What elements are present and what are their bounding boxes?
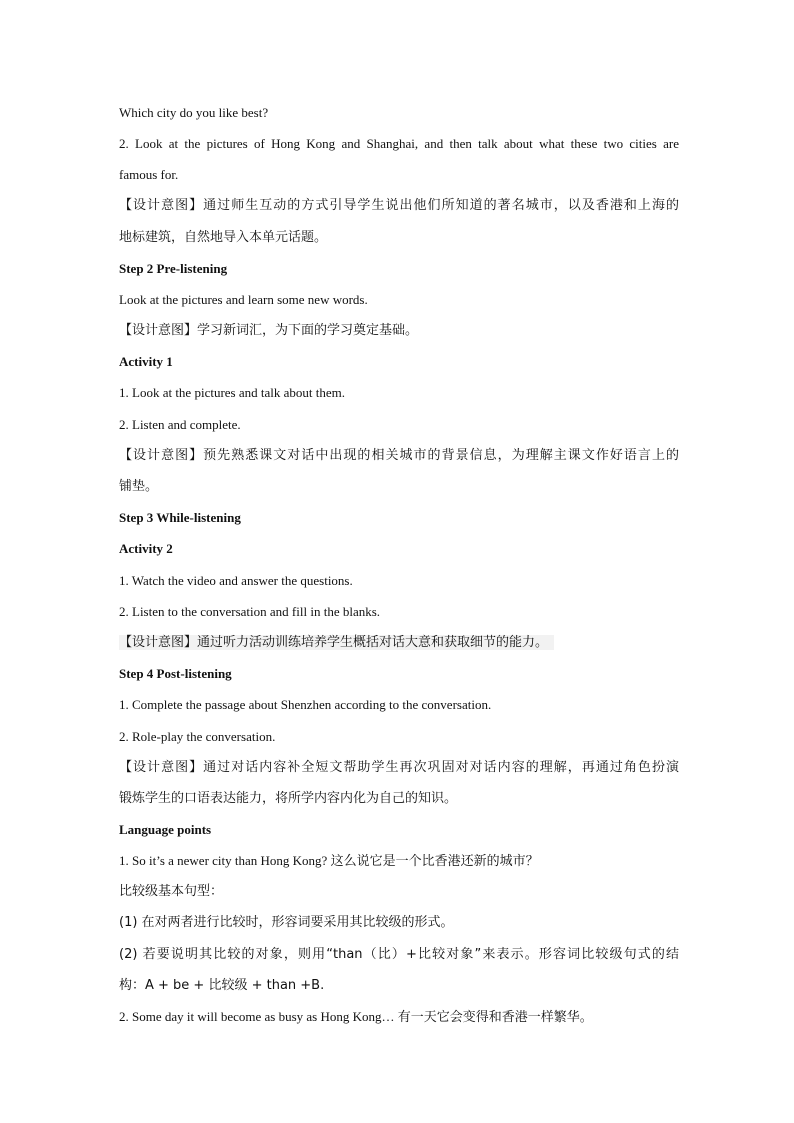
text-line: 铺垫。 xyxy=(119,479,159,494)
design-intent-paragraph: 【设计意图】预先熟悉课文对话中出现的相关城市的背景信息，为理解主课文作好语言上的 xyxy=(119,448,679,463)
design-intent-paragraph: 【设计意图】学习新词汇，为下面的学习奠定基础。 xyxy=(119,323,419,338)
text-line: Look at the pictures and learn some new words. xyxy=(119,292,368,307)
section-heading: Step 4 Post-listening xyxy=(119,666,232,681)
text-line: 2. Look at the pictures of Hong Kong and Shanghai, and then talk about what these two cities are xyxy=(119,136,679,151)
text-line: 锻炼学生的口语表达能力，将所学内容内化为自己的知识。 xyxy=(119,791,458,806)
text-line: (1) 在对两者进行比较时，形容词要采用其比较级的形式。 xyxy=(119,915,454,930)
text-line: 1. Complete the passage about Shenzhen according to the conversation. xyxy=(119,697,492,712)
text-line: Which city do you like best? xyxy=(119,105,269,120)
text-line: 1. Look at the pictures and talk about them. xyxy=(119,385,345,400)
text-line: 2. Some day it will become as busy as Hong Kong… 有一天它会变得和香港一样繁华。 xyxy=(119,1009,593,1024)
text-line: 2. Listen and complete. xyxy=(119,417,241,432)
design-intent-paragraph: 【设计意图】通过师生互动的方式引导学生说出他们所知道的著名城市，以及香港和上海的 xyxy=(119,198,679,213)
text-line: 1. Watch the video and answer the questions. xyxy=(119,573,353,588)
text-line: famous for. xyxy=(119,167,179,182)
text-line: 地标建筑，自然地导入本单元话题。 xyxy=(119,230,328,245)
activity-heading: Activity 2 xyxy=(119,541,173,556)
text-line: 构：A + be + 比较级 + than +B. xyxy=(119,978,325,993)
design-intent-paragraph: 【设计意图】通过对话内容补全短文帮助学生再次巩固对对话内容的理解，再通过角色扮演 xyxy=(119,760,679,775)
text-line: (2) 若要说明其比较的对象，则用“than（比）+比较对象”来表示。形容词比较级句式的结 xyxy=(119,947,679,962)
section-heading: Language points xyxy=(119,822,212,837)
section-heading: Step 2 Pre-listening xyxy=(119,261,228,276)
highlighted-text: 【设计意图】通过听力活动训练培养学生概括对话大意和获取细节的能力。 xyxy=(119,635,554,650)
text-line: 2. Listen to the conversation and fill in the blanks. xyxy=(119,604,381,619)
text-line: 比较级基本句型： xyxy=(119,884,224,899)
text-line: 2. Role-play the conversation. xyxy=(119,729,276,744)
section-heading: Step 3 While-listening xyxy=(119,510,241,525)
text-line: 1. So it’s a newer city than Hong Kong? 这么说它是一个比香港还新的城市？ xyxy=(119,853,539,868)
design-intent-paragraph xyxy=(119,635,554,651)
activity-heading: Activity 1 xyxy=(119,354,173,369)
